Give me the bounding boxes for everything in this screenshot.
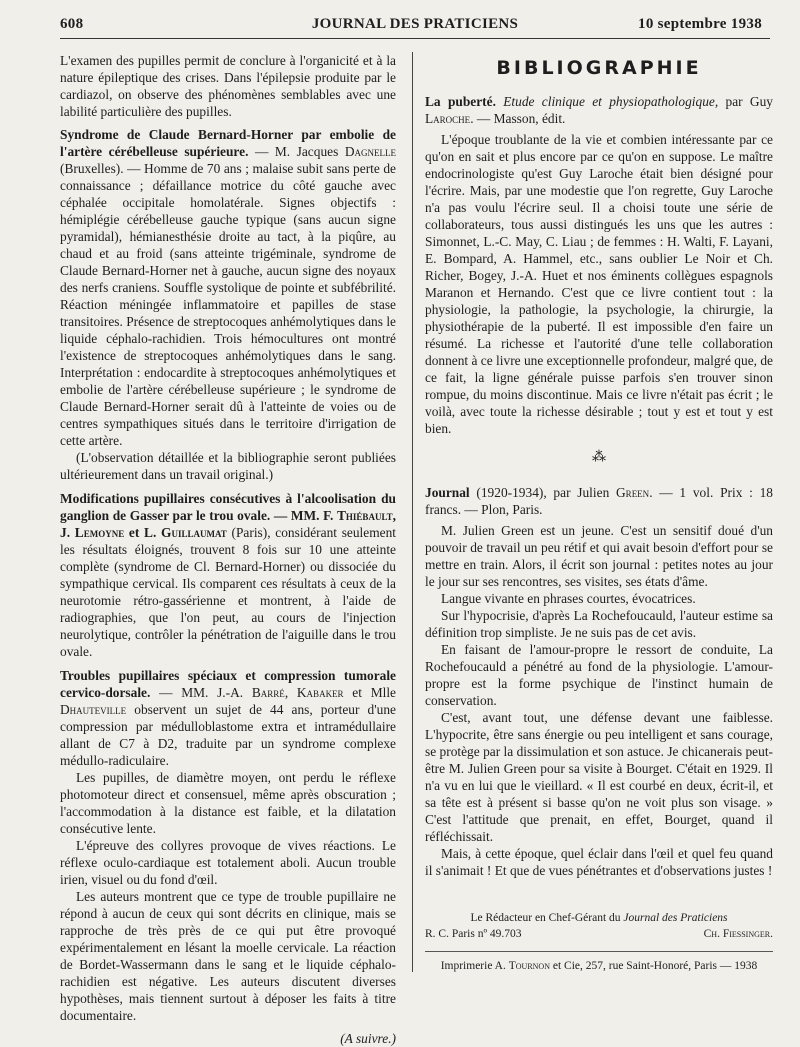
section-title: Troubles pupillaires spéciaux et compression tumorale cervico-dorsale. [60, 668, 396, 700]
page-number: 608 [60, 16, 84, 32]
author-name: Kabaker [296, 685, 344, 700]
author-name: Green [616, 485, 650, 500]
bibliographie-heading: BIBLIOGRAPHIE [496, 57, 702, 79]
section-body: — Homme de 70 ans ; malaise subit sans perte de connaissance ; défaillance motrice du côté gauche avec céphalée occipitale homolatérale. Signes objectifs : hémiplégie cérébelleuse gauche typique (sans aucun signe pyramidal), hémianesthésie droite au tact, à la piqûre, au chaud et au froid (sans atteinte trigéminale, syndrome de Claude Bernard-Horner net à gauche, aucun signe des noyaux des nerfs craniens. Souffle systolique de pointe et subfébrilité. Réaction méningée inflammatoire et papilles de stase transitoires. Présence de streptocoques anhémolytiques dans le liquide céphalo-rachidien. Trois hémocultures ont montré l'existence de streptocoques anhémolytiques dans le sang. Interprétation : endocardite à streptocoques anhémolytiques et embolie de l'artère cérébelleuse supérieure ; le syndrome de Claude Bernard-Horner serait dû à l'atteinte de voies ou de centres sympathiques situés dans le territoire d'irrigation de cette artère. [60, 161, 396, 448]
author-name: Guillaumat [161, 525, 227, 540]
right-column [425, 52, 773, 879]
issue-date: 10 septembre 1938 [638, 16, 762, 32]
section-gasser: Modifications pupillaires consécutives à l'alcoolisation du ganglion de Gasser par le trou ovale. — MM. F. Thiébault, J. Lemoyne et L. Guillaumat (Paris), considérant seulement les résultats éloignés, trouvent 8 fois sur 10 une atteinte complète (syndrome de Cl. Bernard-Horner) ou dissociée du sympathique cervical. Ils comparent ces résultats à ceux de la neurotomie rétro-gassérienne et montrent, à l'aide de radiographies, que l'on peut, au cours de l'injection neurolytique, contrôler la pénétration de l'aiguille dans le trou ovale. [60, 491, 396, 659]
section-title: Syndrome de Claude Bernard-Horner par embolie de l'artère cérébelleuse supérieure. [60, 127, 396, 159]
author-name: Thiébault [337, 508, 393, 523]
book-entry-journal: Journal (1920-1934), par Julien Green. — 1 vol. Prix : 18 francs. — Plon, Paris. [425, 485, 773, 517]
journal-title: JOURNAL DES PRATICIENS [311, 16, 519, 32]
section-body: observent un sujet de 44 ans, porteur d'une compression par médulloblastome extra et intramédullaire allant de C7 à D2, traduite par un syndrome complexe médullo-radiculaire. [60, 702, 396, 768]
section-title: Modifications pupillaires consécutives à l'alcoolisation du ganglion de Gasser par le trou ovale. [60, 491, 396, 523]
paragraph: L'épreuve des collyres provoque de vives réactions. Le réflexe oculo-cardiaque est totalement aboli. Aucun trouble irien, visuel ou du fond d'œil. [60, 838, 396, 887]
registration-number: R. C. Paris nº 49.703 [425, 928, 522, 940]
section-tumorale: Troubles pupillaires spéciaux et compression tumorale cervico-dorsale. — MM. J.-A. Barré, Kabaker et Mlle Dhauteville observent un sujet de 44 ans, porteur d'une compression par médulloblastome extra et intramédullaire allant de C7 à D2, traduite par un syndrome complexe médullo-radiculaire. [60, 668, 396, 768]
paragraph: Les auteurs montrent que ce type de trouble pupillaire ne répond à aucun de ceux qui sont décrits en clinique, mais se rapproche de très près de ce qui put être provoqué expérimentalement en lésant la moelle cervicale. La réaction de Bordet-Wassermann dans le sang et le liquide céphalo-rachidien est négative. Les auteurs discutent diverses hypothèses, mais tiennent surtout à déposer les faits à titre documentaire. [60, 889, 396, 1023]
editor-name: Ch. Fiessinger. [703, 928, 773, 940]
review-paragraph: En faisant de l'amour-propre le ressort de conduite, La Rochefoucauld a pénétré au fond de la physiologie. L'amour-propre est la forme psychique de l'instinct humain de conservation. [425, 642, 773, 708]
review-paragraph: C'est, avant tout, une défense devant une faiblesse. L'hypocrite, être sans énergie ou peu intelligent et sans courage, se protège par la dissimulation et son astuce. Je chicanerais peut-être M. Julien Green pour sa visite à Bourget. C'était en 1929. Il n'a vu en lui que le vieillard. « Il est courbé en deux, écrit-il, et sa tête est à présent si basse qu'on ne voit plus son visage. » C'est l'attitude que prenait, en effet, Bourget, quand il réfléchissait. [425, 710, 773, 844]
author-name: Dhauteville [60, 702, 127, 717]
book-entry-puberte: La puberté. Etude clinique et physiopathologique, par Guy Laroche. — Masson, édit. [425, 94, 773, 126]
printer-imprint: Imprimerie A. Tournon et Cie, 257, rue Saint-Honoré, Paris — 1938 [440, 960, 758, 972]
book-title: Journal [425, 485, 470, 500]
author-name: Barré [251, 685, 285, 700]
asterism-separator: ⁂ [592, 450, 606, 465]
review-paragraph: Mais, à cette époque, quel éclair dans l'œil et quel feu quand il s'animait ! Et que de vues pénétrantes et d'observations justes ! [425, 846, 773, 878]
page-header [60, 14, 770, 36]
registration-line [425, 928, 773, 940]
section-note: (L'observation détaillée et la bibliographie seront publiées ultérieurement dans un travail original.) [60, 450, 396, 482]
section-horner: Syndrome de Claude Bernard-Horner par embolie de l'artère cérébelleuse supérieure. — M. Jacques Dagnelle (Bruxelles). — Homme de 70 ans ; malaise subit sans perte de connaissance ; défaillance motrice du côté gauche avec céphalée occipitale homolatérale. Signes objectifs : hémiplégie cérébelleuse gauche typique (sans aucun signe pyramidal), hémianesthésie droite au tact, à la piqûre, au chaud et au froid (sans atteinte trigéminale, syndrome de Claude Bernard-Horner net à gauche, aucun signe des noyaux des nerfs craniens. Souffle systolique de pointe et subfébrilité. Réaction méningée inflammatoire et papilles de stase transitoires. Présence de streptocoques anhémolytiques dans le liquide céphalo-rachidien. Trois hémocultures ont montré l'existence de streptocoques anhémolytiques dans le sang. Interprétation : endocardite à streptocoques anhémolytiques et embolie de l'artère cérébelleuse supérieure ; le syndrome de Claude Bernard-Horner serait dû à l'atteinte de voies ou de centres sympathiques situés dans le territoire d'irrigation de cette artère. [60, 127, 396, 448]
author-name: Dagnelle [344, 144, 396, 159]
left-column [60, 52, 396, 1047]
review-paragraph: L'époque troublante de la vie et combien intéressante par ce qu'on en sait et plus encore par ce qu'on en suppose. Le maître endocrinologiste qu'est Guy Laroche était bien désigné pour l'écrire. Mais, par une modestie que l'on regrette, Guy Laroche n'a pas voulu l'écrire seul. Il a choisi toute une série de collaborateurs, tous aussi distingués les uns que les autres : Simonnet, L.-C. May, C. Liau ; de femmes : H. Walti, F. Layani, E. Bompard, A. Hammel, etc., sans oublier Le Noir et Ch. Richer, Bogey, J.-A. Huet et nos éminents collègues espagnols Maranon et Hernando. C'est que ce livre contient tout : la physiologie, la pathologie, la psychologie, la chirurgie, la physiothérapie de la puberté. Il est impossible d'en faire un résumé. La richesse et l'autorité d'une telle collaboration donnent à ce livre une exceptionnelle profondeur, malgré que, de ce fait, la ligne générale puisse parfois s'en trouver sinon rompue, du moins discontinue. Mais ce livre n'était pas écrit ; le voilà, avec toute la richesse désirable ; tout y est et tout y est bien. [425, 132, 773, 436]
to-be-continued: (A suivre.) [340, 1031, 396, 1046]
author-name: Laroche [425, 111, 471, 126]
footer-rule [425, 951, 773, 952]
intro-paragraph: L'examen des pupilles permit de conclure à l'organicité et à la nature épileptique des crises. Dans l'épilepsie produite par le cardiazol, on observe des phénomènes semblables avec une labilité particulière des pupilles. [60, 53, 396, 119]
book-title: La puberté. [425, 94, 496, 109]
editor-footer [425, 912, 773, 940]
header-rule [60, 38, 770, 39]
editor-line: Le Rédacteur en Chef-Gérant du Journal des Praticiens [470, 912, 728, 924]
review-paragraph: Langue vivante en phrases courtes, évocatrices. [441, 591, 696, 606]
column-divider [412, 52, 413, 972]
author-name: Lemoyne [74, 525, 125, 540]
paragraph: Les pupilles, de diamètre moyen, ont perdu le réflexe photomoteur direct et consensuel, même après obscuration ; l'accommodation à la distance est faible, et la dilatation consécutive lente. [60, 770, 396, 836]
section-body: (Paris), considérant seulement les résultats éloignés, trouvent 8 fois sur 10 une atteinte complète (syndrome de Cl. Bernard-Horner) ou dissociée du sympathique cervical. Ils comparent ces résultats à ceux de la neurotomie rétro-gassérienne et montrent, à l'aide de radiographies, que l'on peut, au cours de l'injection neurolytique, contrôler la pénétration de l'aiguille dans le trou ovale. [60, 525, 396, 659]
book-subtitle: Etude clinique et physiopathologique, [495, 94, 719, 109]
review-paragraph: M. Julien Green est un jeune. C'est un sensitif doué d'un pouvoir de travail un peu rétif et qui avait besoin d'effort pour se mettre en train. Alors, il écrit son journal : petites notes au jour le jour sur ses rencontres, ses visites, ses états d'âme. [425, 523, 773, 589]
review-paragraph: Sur l'hypocrisie, d'après La Rochefoucauld, l'auteur estime sa définition trop simpliste. Je ne suis pas de cet avis. [425, 608, 773, 640]
